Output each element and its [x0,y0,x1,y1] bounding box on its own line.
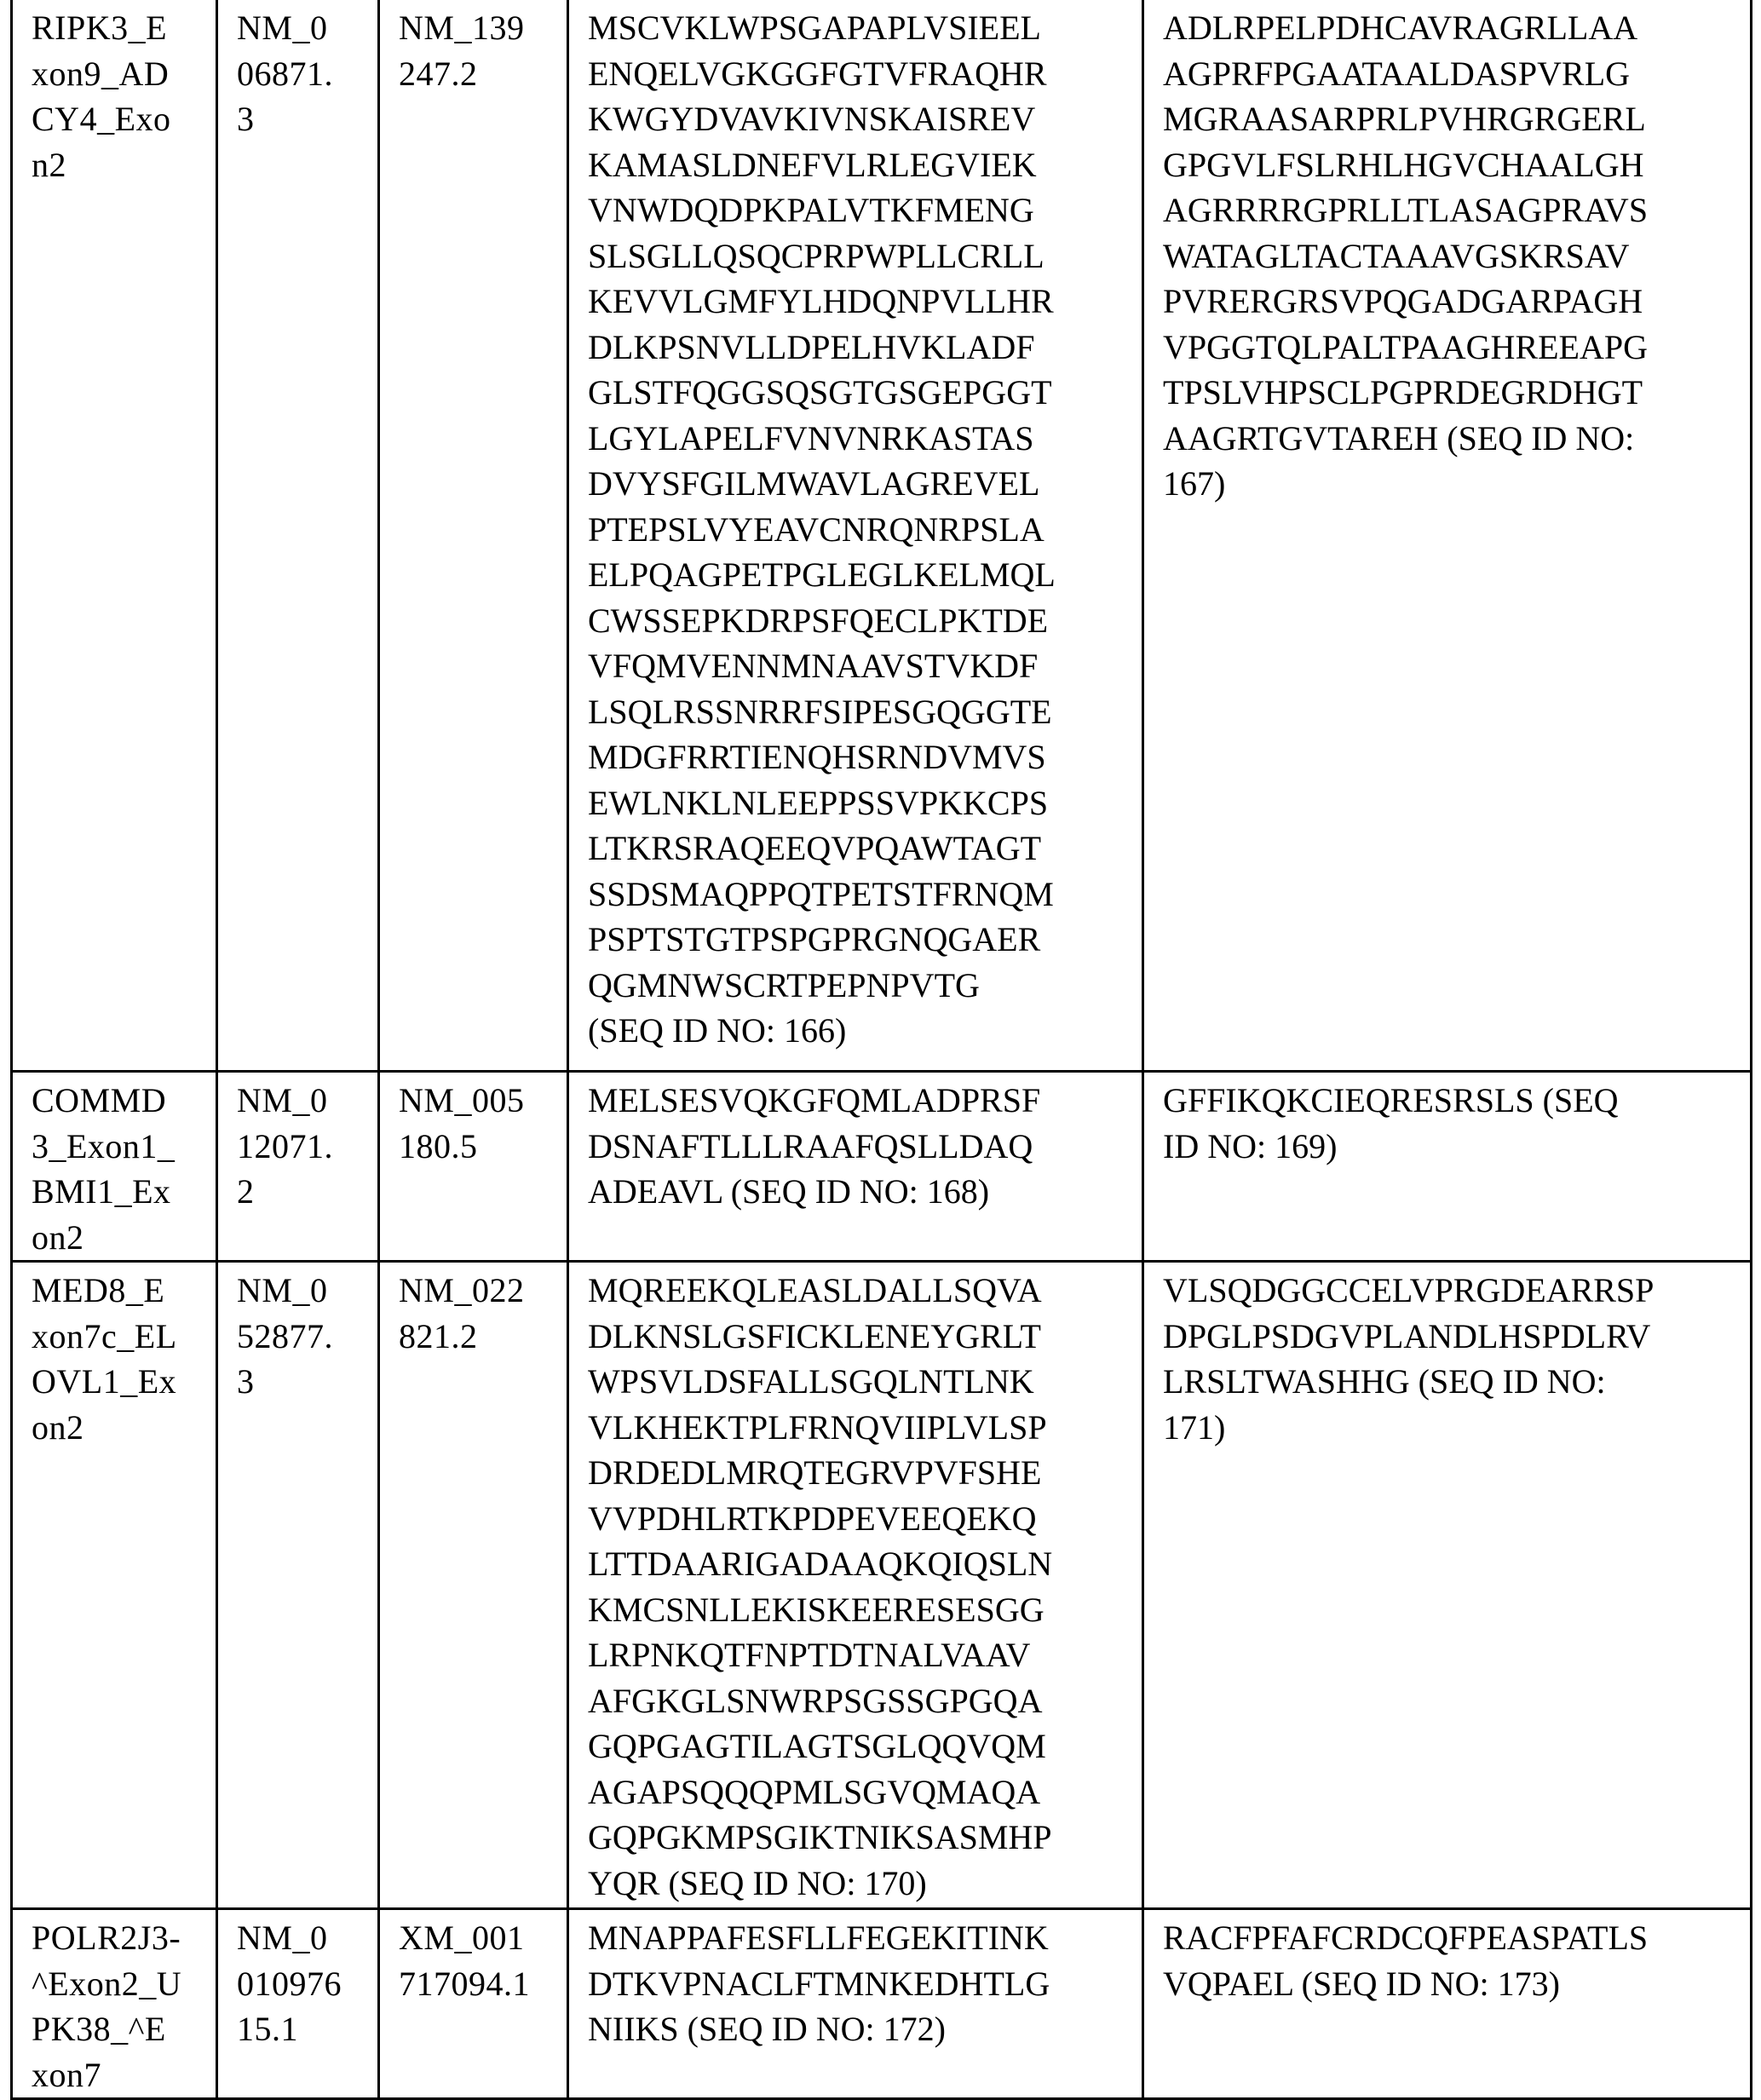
fusion-name-cell: COMMD 3_Exon1_ BMI1_Ex on2 [12,1072,217,1262]
sequence-1-cell: MQREEKQLEASLDALLSQVA DLKNSLGSFICKLENEYGRLT WPSVLDSFALLSGQLNTLNK VLKHEKTPLFRNQVIIPLVLSP DRDEDLMRQTEGRVPVFSHE VVPDHLRTKPDPEVEEQEKQ LTTDAARIGADAAQKQIQSLN KMCSNLLEKISKEERESESGG LRPNKQTFNPTDTNALVAAV AFGKGLSNWRPSGSSGPGQA GQPGAGTILAGTSGLQQVQM AGAPSQQQPMLSGVQMAQA GQPGKMPSGIKTNIKSASMHP YQR (SEQ ID NO: 170) [568,1262,1143,1909]
sequence-table [10,0,1752,2100]
sequence-2-cell: RACFPFAFCRDCQFPEASPATLS VQPAEL (SEQ ID NO: 173) [1143,1909,1752,2099]
accession-1-cell: NM_0 12071. 2 [217,1072,379,1262]
sequence-1-cell: MSCVKLWPSGAPAPLVSIEEL ENQELVGKGGFGTVFRAQHR KWGYDVAVKIVNSKAISREV KAMASLDNEFVLRLEGVIEK VNWDQDPKPALVTKFMENG SLSGLLQSQCPRPWPLLCRLL KEVVLGMFYLHDQNPVLLHR DLKPSNVLLDPELHVKLADF GLSTFQGGSQSGTGSGEPGGT LGYLAPELFVNVNRKASTAS DVYSFGILMWAVLAGREVEL PTEPSLVYEAVCNRQNRPSLA ELPQAGPETPGLEGLKELMQL CWSSEPKDRPSFQECLPKTDE VFQMVENNMNAAVSTVKDF LSQLRSSNRRFSIPESGQGGTE MDGFRRTIENQHSRNDVMVS EWLNKLNLEEPPSSVPKKCPS LTKRSRAQEEQVPQAWTAGT SSDSMAQPPQTPETSTFRNQM PSPTSTGTPSPGPRGNQGAER QGMNWSCRTPEPNPVTG (SEQ ID NO: 166) [568,0,1143,1072]
accession-2-cell: NM_139 247.2 [379,0,568,1072]
sequence-1-cell: MNAPPAFESFLLFEGEKITINK DTKVPNACLFTMNKEDHTLG NIIKS (SEQ ID NO: 172) [568,1909,1143,2099]
accession-2-cell: NM_005 180.5 [379,1072,568,1262]
accession-2-cell: NM_022 821.2 [379,1262,568,1909]
table-row [12,1072,1752,1262]
fusion-name-cell: POLR2J3- ^Exon2_U PK38_^E xon7 [12,1909,217,2099]
accession-1-cell: NM_0 010976 15.1 [217,1909,379,2099]
fusion-name-cell: RIPK3_E xon9_AD CY4_Exo n2 [12,0,217,1072]
sequence-1-cell: MELSESVQKGFQMLADPRSF DSNAFTLLLRAAFQSLLDAQ ADEAVL (SEQ ID NO: 168) [568,1072,1143,1262]
fusion-name-cell: MED8_E xon7c_EL OVL1_Ex on2 [12,1262,217,1909]
table-row [12,1262,1752,1909]
table-row [12,1909,1752,2099]
accession-1-cell: NM_0 06871. 3 [217,0,379,1072]
sequence-2-cell: GFFIKQKCIEQRESRSLS (SEQ ID NO: 169) [1143,1072,1752,1262]
sequence-2-cell: ADLRPELPDHCAVRAGRLLAA AGPRFPGAATAALDASPVRLG MGRAASARPRLPVHRGRGERL GPGVLFSLRHLHGVCHAALGH AGRRRRGPRLLTLASAGPRAVS WATAGLTACTAAAVGSKRSAV PVRERGRSVPQGADGARPAGH VPGGTQLPALTPAAGHREEAPG TPSLVHPSCLPGPRDEGRDHGT AAGRTGVTAREH (SEQ ID NO: 167) [1143,0,1752,1072]
accession-1-cell: NM_0 52877. 3 [217,1262,379,1909]
accession-2-cell: XM_001 717094.1 [379,1909,568,2099]
sequence-2-cell: VLSQDGGCCELVPRGDEARRSP DPGLPSDGVPLANDLHSPDLRV LRSLTWASHHG (SEQ ID NO: 171) [1143,1262,1752,1909]
table-row [12,0,1752,1072]
